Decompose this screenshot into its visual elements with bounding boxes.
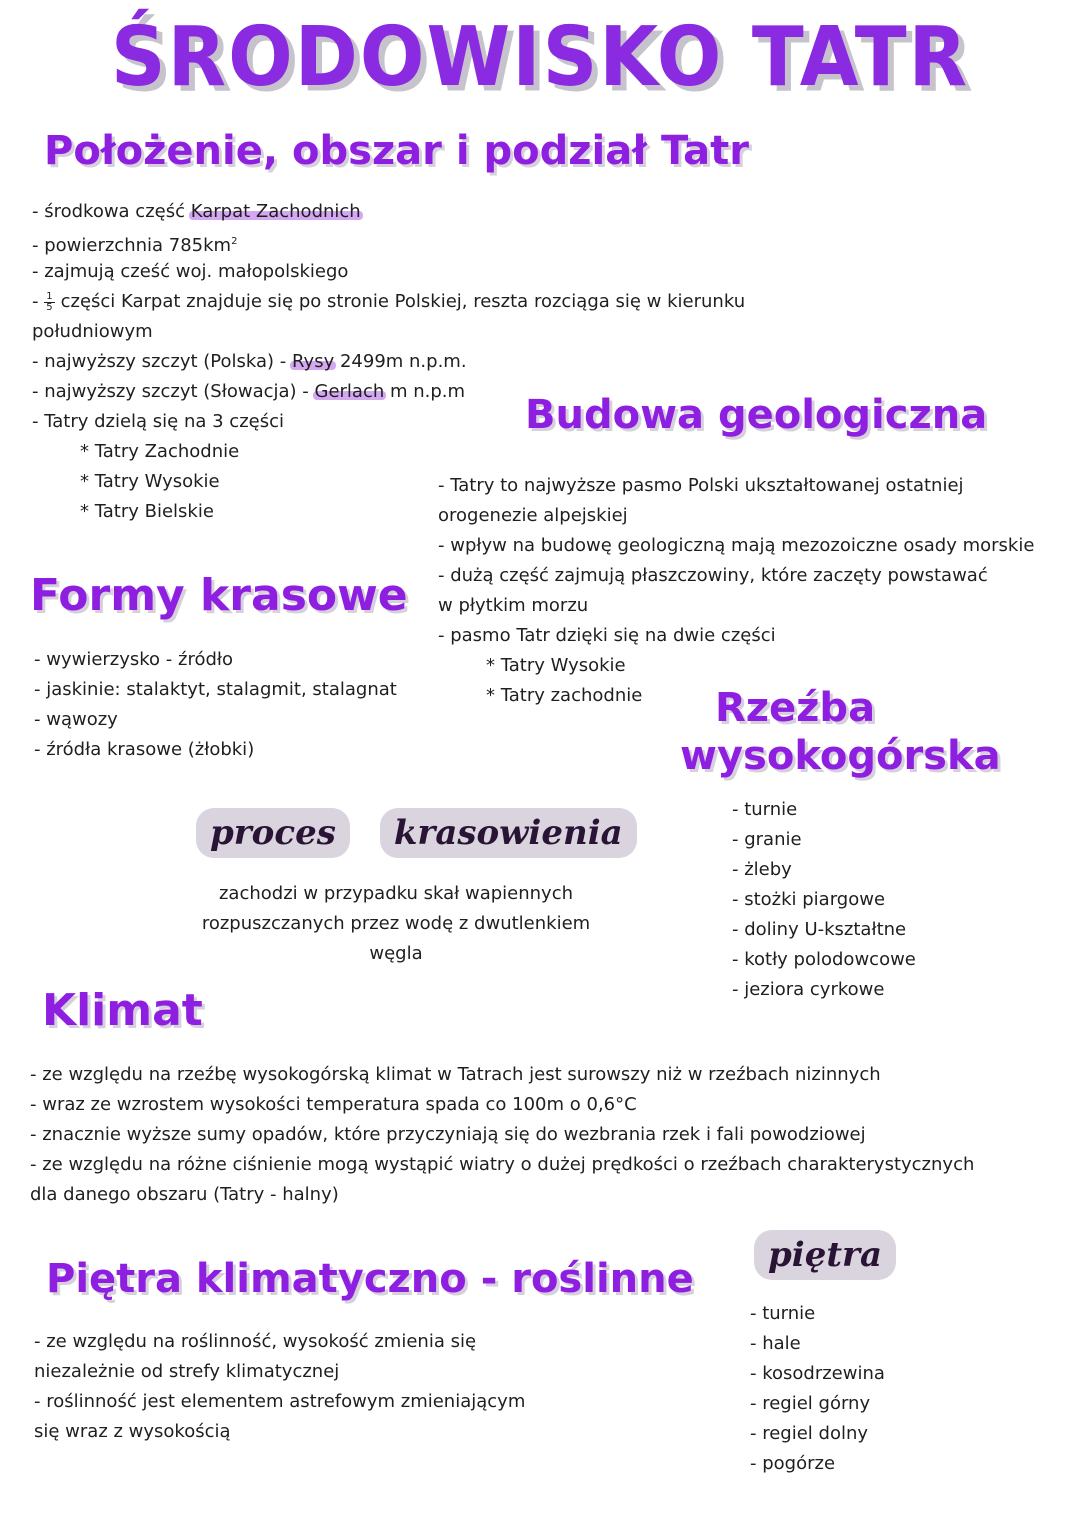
geology-line: orogenezie alpejskiej [438,505,628,526]
position-heading: Położenie, obszar i podział Tatr [44,128,749,174]
climate-heading: Klimat [42,985,203,1036]
relief-item: - turnie [732,799,798,820]
geology-part: * Tatry zachodnie [486,685,643,706]
geology-part: * Tatry Wysokie [486,655,626,676]
climate-line: - znacznie wyższe sumy opadów, które przyczyniają się do wezbrania rzek i fali powodziowej [30,1124,866,1145]
levels-heading-pill: piętra [754,1230,896,1280]
relief-heading-line1: Rzeźba [714,685,876,731]
relief-heading-line2: wysokogórska [680,733,1001,779]
levels-item: - kosodrzewina [750,1363,885,1384]
karst-item: - wąwozy [34,709,118,730]
process-text [176,879,616,969]
levels-item: - pogórze [750,1453,836,1474]
process-line: rozpuszczanych przez wodę z dwutlenkiem [201,913,591,934]
relief-item: - żleby [732,859,792,880]
levels-heading [754,1230,896,1280]
process-heading [196,808,667,858]
zones-line: się wraz z wysokością [34,1421,231,1442]
page-title: ŚRODOWISKO TATR [110,8,970,105]
position-item: - środkowa część Karpat Zachodnich [32,201,361,222]
zones-line: - ze względu na roślinność, wysokość zmienia się [34,1331,477,1352]
process-line: zachodzi w przypadku skał wapiennych [218,883,574,904]
climate-line: dla danego obszaru (Tatry - halny) [30,1184,339,1205]
relief-item: - doliny U-kształtne [732,919,907,940]
geology-list [438,471,1034,711]
fraction: $\frac{1}{5}$ [46,290,53,313]
karst-item: - wywierzysko - źródło [34,649,234,670]
climate-line: - wraz ze wzrostem wysokości temperatura spada co 100m o 0,6°C [30,1094,637,1115]
process-line: węgla [369,943,423,964]
geology-line: - dużą część zajmują płaszczowiny, które zaczęty powstawać [438,565,988,586]
zones-heading: Piętra klimatyczno - roślinne [46,1256,694,1302]
karst-list [34,645,397,765]
levels-item: - turnie [750,1303,816,1324]
levels-list [750,1299,885,1479]
highlight-rysy: Rysy [292,351,335,372]
relief-item: - kotły polodowcowe [732,949,916,970]
position-item: - zajmują cześć woj. małopolskiego [32,261,349,282]
process-word-proces: proces [196,808,350,858]
part-item: * Tatry Zachodnie [80,441,240,462]
highlight-karpaty: Karpat Zachodnich [190,201,361,222]
levels-item: - regiel górny [750,1393,871,1414]
position-item: - najwyższy szczyt (Słowacja) - Gerlach m n.p.m [32,381,466,402]
relief-item: - stożki piargowe [732,889,886,910]
karst-heading: Formy krasowe [30,570,408,621]
position-item-cont: południowym [32,321,153,342]
climate-list [30,1060,974,1210]
relief-list [732,795,916,1005]
position-item: - $\frac{1}{5}$ części Karpat znajduje się po stronie Polskiej, reszta rozciąga się w kierunku [32,290,746,313]
zones-line: - roślinność jest elementem astrefowym zmieniającym [34,1391,526,1412]
position-item: - powierzchnia $785km^2$ [32,235,238,256]
relief-heading [680,684,1001,780]
part-item: * Tatry Bielskie [80,501,214,522]
highlight-gerlach: Gerlach [314,381,385,402]
geology-line: - pasmo Tatr dzięki się na dwie części [438,625,776,646]
geology-line: - wpływ na budowę geologiczną mają mezozoiczne osady morskie [438,535,1035,556]
zones-list [34,1327,525,1447]
climate-line: - ze względu na rzeźbę wysokogórską klimat w Tatrach jest surowszy niż w rzeźbach nizinnych [30,1064,881,1085]
position-item: - najwyższy szczyt (Polska) - Rysy 2499m n.p.m. [32,351,467,372]
process-word-krasowienia: krasowienia [380,808,637,858]
levels-item: - regiel dolny [750,1423,869,1444]
relief-item: - jeziora cyrkowe [732,979,885,1000]
karst-item: - źródła krasowe (żłobki) [34,739,255,760]
geology-line: w płytkim morzu [438,595,589,616]
geology-line: - Tatry to najwyższe pasmo Polski ukształtowanej ostatniej [438,475,964,496]
karst-item: - jaskinie: stalaktyt, stalagmit, stalagnat [34,679,397,700]
zones-line: niezależnie od strefy klimatycznej [34,1361,340,1382]
geology-heading: Budowa geologiczna [525,392,988,438]
relief-item: - granie [732,829,802,850]
part-item: * Tatry Wysokie [80,471,220,492]
levels-item: - hale [750,1333,801,1354]
position-item: - Tatry dzielą się na 3 części [32,411,284,432]
climate-line: - ze względu na różne ciśnienie mogą wystąpić wiatry o dużej prędkości o rzeźbach charakterystycznych [30,1154,975,1175]
